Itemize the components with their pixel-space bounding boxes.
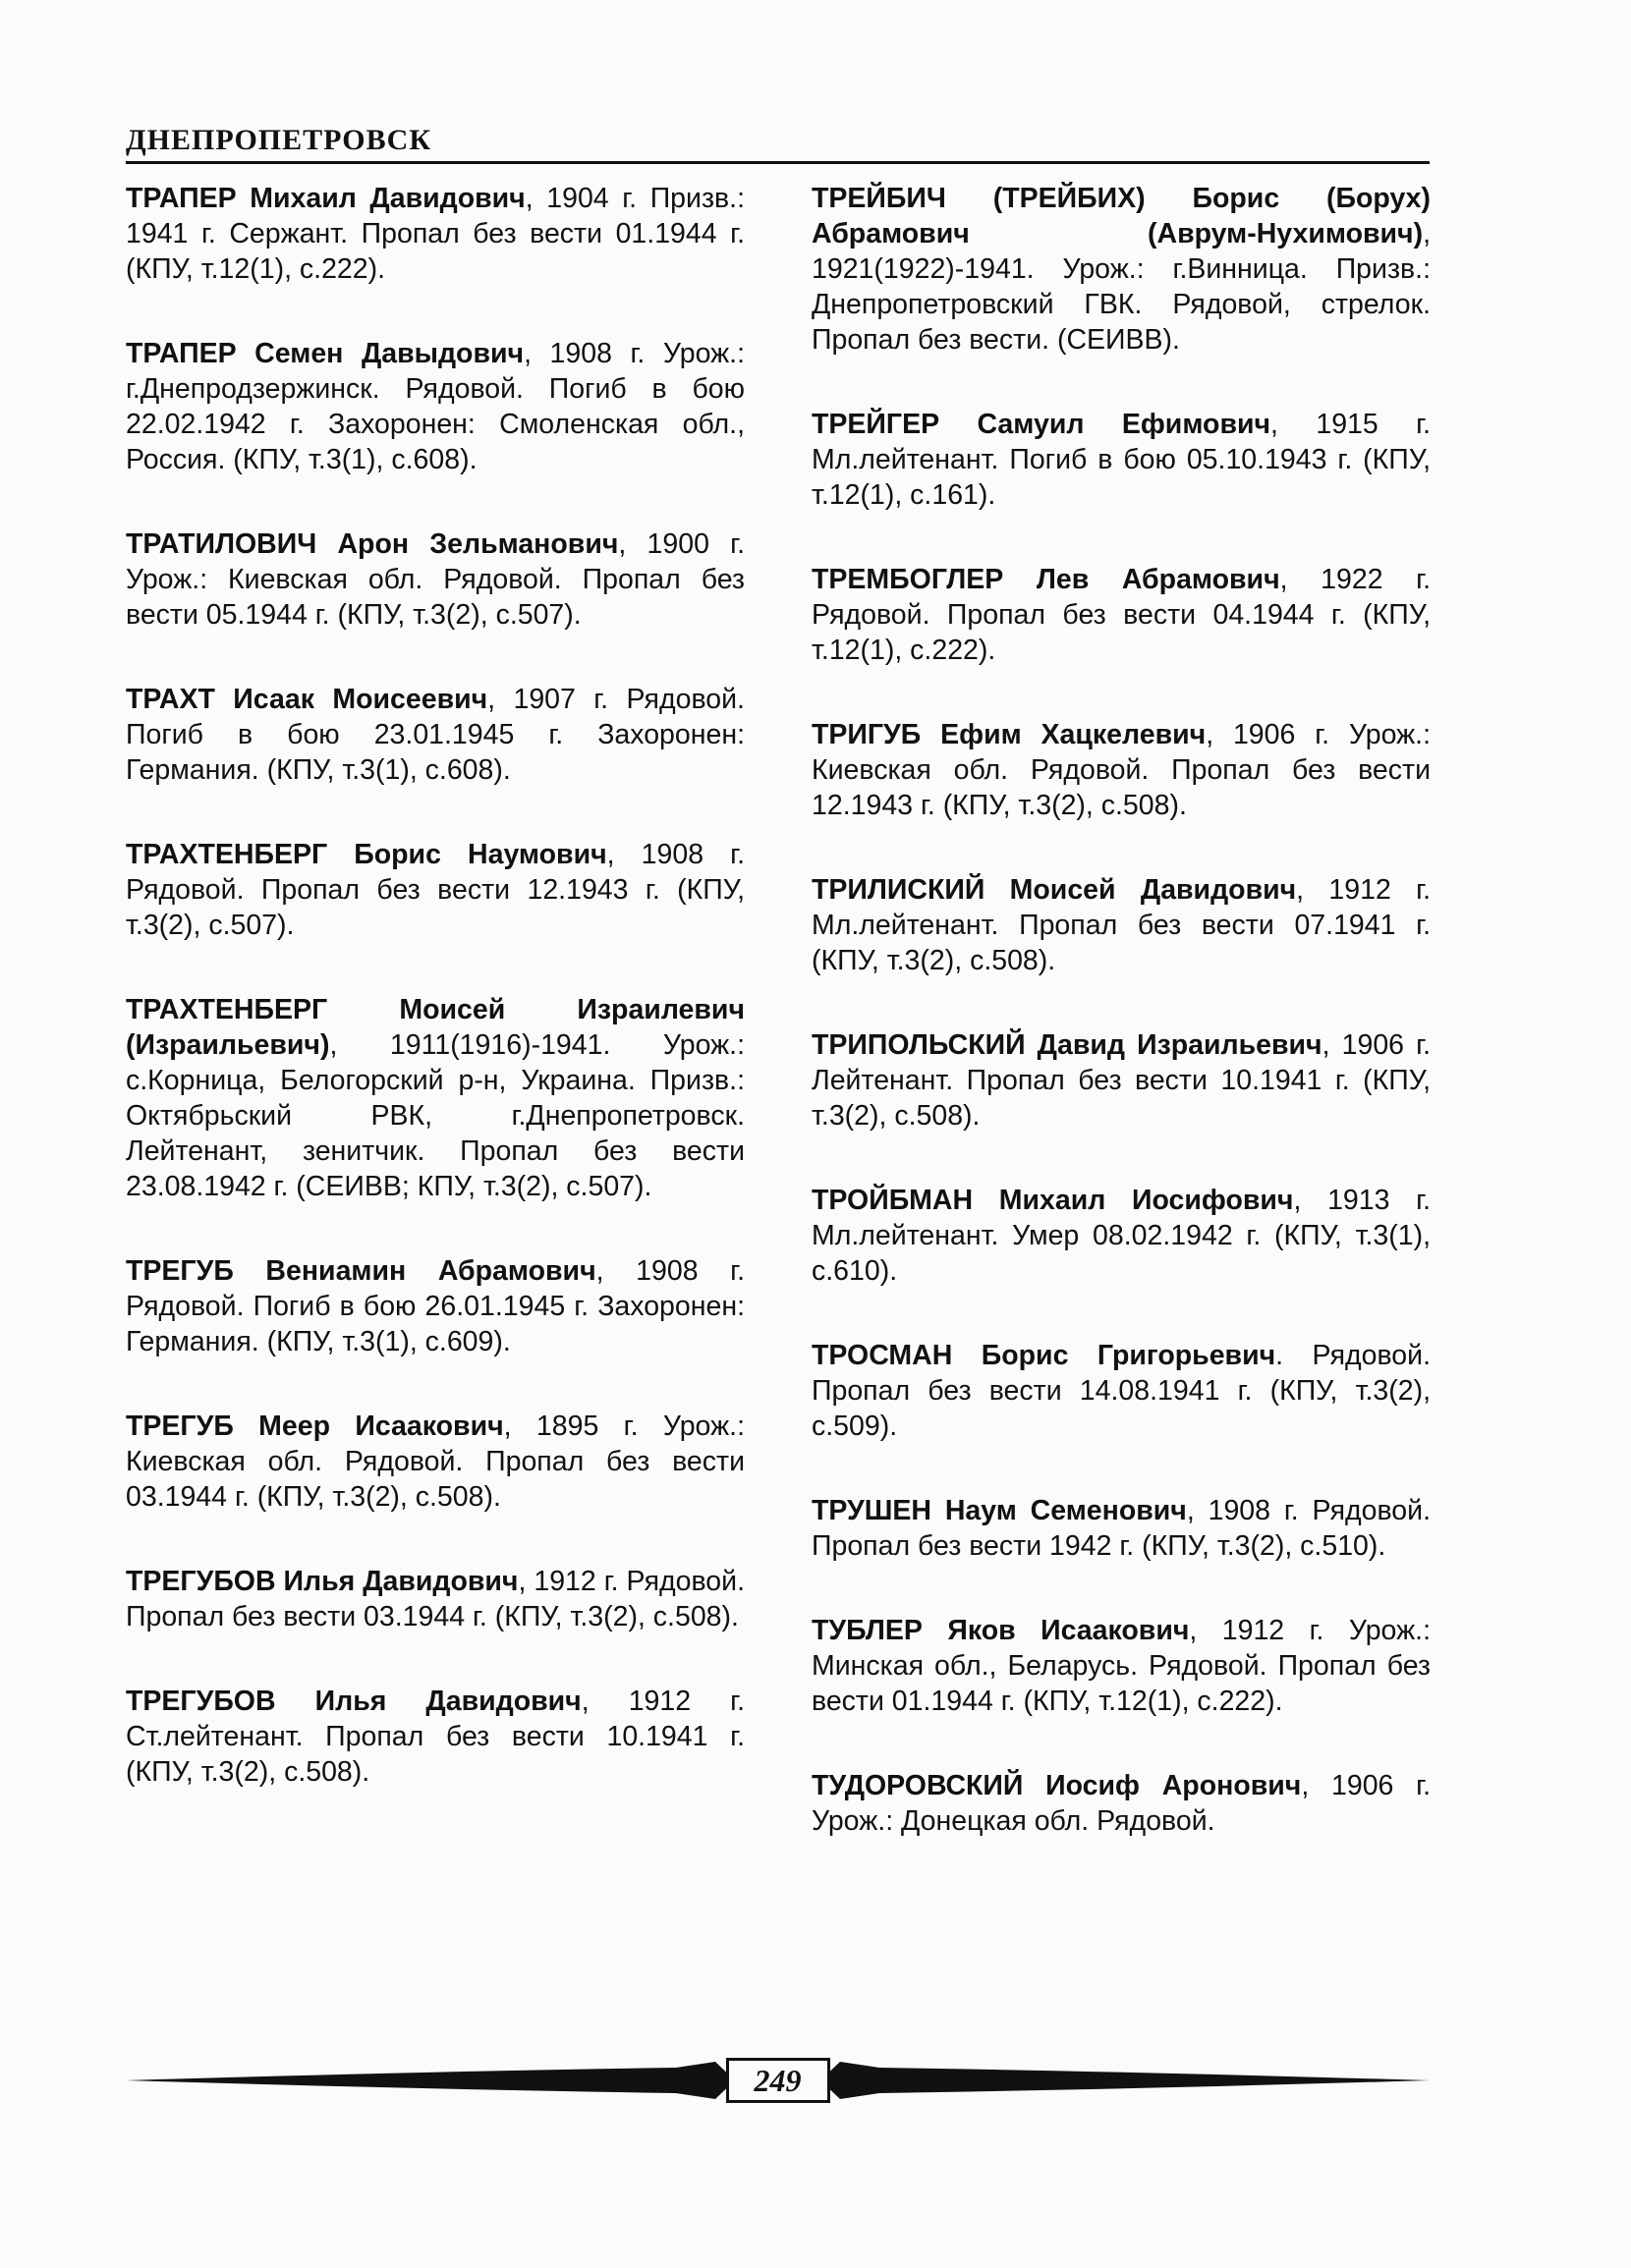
entry — [812, 1338, 1431, 1444]
entry-details: , 1904 г. Призв.: 1941 г. Сержант. Пропал без вести 01.1944 г. (КПУ, т.12(1), с.222). — [126, 183, 745, 285]
entry-details: , 1908 г. Урож.: г.Днепродзержинск. Рядовой. Погиб в бою 22.02.1942 г. Захоронен: Смоленская обл., Россия. (КПУ, т.3(1), с.608). — [126, 338, 746, 475]
entry-name: ТРАПЕР Михаил Давидович — [126, 183, 526, 214]
entry-name: ТРЕЙБИЧ (ТРЕЙБИХ) Борис (Борух) Абрамович (Аврум-Нухимович) — [812, 183, 1431, 249]
entry-name: ТРОСМАН Борис Григорьевич — [812, 1340, 1276, 1371]
entry-details: , 1906 г. Урож.: Донецкая обл. Рядовой. — [812, 1770, 1431, 1837]
entry — [812, 1183, 1431, 1289]
entry — [812, 717, 1431, 823]
entry-name: ТРАХТЕНБЕРГ Моисей Израилевич (Израильевич) — [126, 994, 745, 1061]
entry — [126, 992, 745, 1204]
entry — [126, 526, 745, 633]
entry-name: ТРИПОЛЬСКИЙ Давид Израильевич — [812, 1029, 1322, 1061]
entry-name: ТРЕГУБОВ Илья Давидович — [126, 1686, 582, 1717]
entry — [812, 562, 1431, 668]
entry-details: , 1900 г. Урож.: Киевская обл. Рядовой. Пропал без вести 05.1944 г. (КПУ, т.3(2), с.507). — [126, 528, 745, 631]
running-header: ДНЕПРОПЕТРОВСК — [126, 124, 432, 156]
entry-details: , 1912 г. Мл.лейтенант. Пропал без вести 07.1941 г. (КПУ, т.3(2), с.508). — [812, 874, 1431, 976]
entry-details: , 1908 г. Рядовой. Пропал без вести 1942 г. (КПУ, т.3(2), с.510). — [812, 1495, 1431, 1562]
entry — [812, 407, 1431, 513]
entry — [812, 1613, 1431, 1719]
entry — [126, 1409, 745, 1515]
entry — [812, 1027, 1431, 1134]
entry-name: ТРЕЙГЕР Самуил Ефимович — [812, 409, 1271, 440]
entry — [126, 336, 745, 477]
entry — [126, 1564, 745, 1634]
entry-details: , 1908 г. Рядовой. Погиб в бою 26.01.1945 г. Захоронен: Германия. (КПУ, т.3(1), с.609). — [126, 1255, 745, 1357]
left-column — [126, 181, 745, 1839]
entry-details: . Рядовой. Пропал без вести 14.08.1941 г. (КПУ, т.3(2), с.509). — [812, 1340, 1431, 1442]
entry-name: ТРАХТ Исаак Моисеевич — [126, 684, 488, 715]
entry-name: ТРЕГУБ Вениамин Абрамович — [126, 1255, 596, 1287]
entry-details: , 1915 г. Мл.лейтенант. Погиб в бою 05.10.1943 г. (КПУ, т.12(1), с.161). — [812, 409, 1431, 511]
entry-name: ТРАХТЕНБЕРГ Борис Наумович — [126, 839, 607, 870]
entry-name: ТРЕГУБОВ Илья Давидович — [126, 1566, 519, 1597]
entry — [812, 1768, 1431, 1839]
entry-details: , 1912 г. Рядовой. Пропал без вести 03.1944 г. (КПУ, т.3(2), с.508). — [126, 1566, 745, 1632]
entry-details: , 1908 г. Рядовой. Пропал без вести 12.1943 г. (КПУ, т.3(2), с.507). — [126, 839, 745, 941]
header-rule — [126, 161, 1430, 164]
entry-details: , 1922 г. Рядовой. Пропал без вести 04.1944 г. (КПУ, т.12(1), с.222). — [812, 564, 1431, 666]
entry-name: ТРЕМБОГЛЕР Лев Абрамович — [812, 564, 1280, 595]
entry-details: , 1912 г. Урож.: Минская обл., Беларусь. Рядовой. Пропал без вести 01.1944 г. (КПУ, т.12(1), с.222). — [812, 1615, 1431, 1717]
entry — [126, 682, 745, 788]
entry-details: , 1921(1922)-1941. Урож.: г.Винница. Призв.: Днепропетровский ГВК. Рядовой, стрелок. Пропал без вести. (СЕИВВ). — [812, 218, 1431, 356]
entry-name: ТРАПЕР Семен Давыдович — [126, 338, 525, 369]
entry-details: , 1906 г. Лейтенант. Пропал без вести 10.1941 г. (КПУ, т.3(2), с.508). — [812, 1029, 1431, 1132]
entry-details: , 1895 г. Урож.: Киевская обл. Рядовой. Пропал без вести 03.1944 г. (КПУ, т.3(2), с.508). — [126, 1411, 745, 1513]
page-number: 249 — [726, 2058, 830, 2103]
entry-name: ТРЕГУБ Меер Исаакович — [126, 1411, 504, 1442]
entry-name: ТРИЛИСКИЙ Моисей Давидович — [812, 874, 1297, 906]
right-column — [812, 181, 1431, 1888]
entry-name: ТРАТИЛОВИЧ Арон Зельманович — [126, 528, 619, 560]
entry — [812, 181, 1431, 358]
entry-name: ТРУШЕН Наум Семенович — [812, 1495, 1187, 1526]
entry — [812, 872, 1431, 978]
entry-details: , 1912 г. Ст.лейтенант. Пропал без вести 10.1941 г. (КПУ, т.3(2), с.508). — [126, 1686, 745, 1788]
entry-name: ТРОЙБМАН Михаил Иосифович — [812, 1185, 1294, 1216]
entry-name: ТРИГУБ Ефим Хацкелевич — [812, 719, 1207, 750]
entry-details: , 1913 г. Мл.лейтенант. Умер 08.02.1942 г. (КПУ, т.3(1), с.610). — [812, 1185, 1431, 1287]
entry — [126, 837, 745, 943]
page-footer — [126, 2058, 1430, 2103]
entry-name: ТУБЛЕР Яков Исаакович — [812, 1615, 1190, 1646]
entry — [126, 1253, 745, 1359]
entry — [812, 1493, 1431, 1564]
entry-details: , 1911(1916)-1941. Урож.: с.Корница, Белогорский р-н, Украина. Призв.: Октябрьский РВК, г.Днепропетровск. Лейтенант, зенитчик. Пропал без вести 23.08.1942 г. (СЕИВВ; КПУ, т.3(2), с.507). — [126, 1029, 745, 1202]
entry-details: , 1906 г. Урож.: Киевская обл. Рядовой. Пропал без вести 12.1943 г. (КПУ, т.3(2), с.508). — [812, 719, 1431, 821]
entry — [126, 181, 745, 287]
entry-name: ТУДОРОВСКИЙ Иосиф Аронович — [812, 1770, 1302, 1801]
entry-details: , 1907 г. Рядовой. Погиб в бою 23.01.1945 г. Захоронен: Германия. (КПУ, т.3(1), с.608). — [126, 684, 745, 786]
entry — [126, 1684, 745, 1790]
